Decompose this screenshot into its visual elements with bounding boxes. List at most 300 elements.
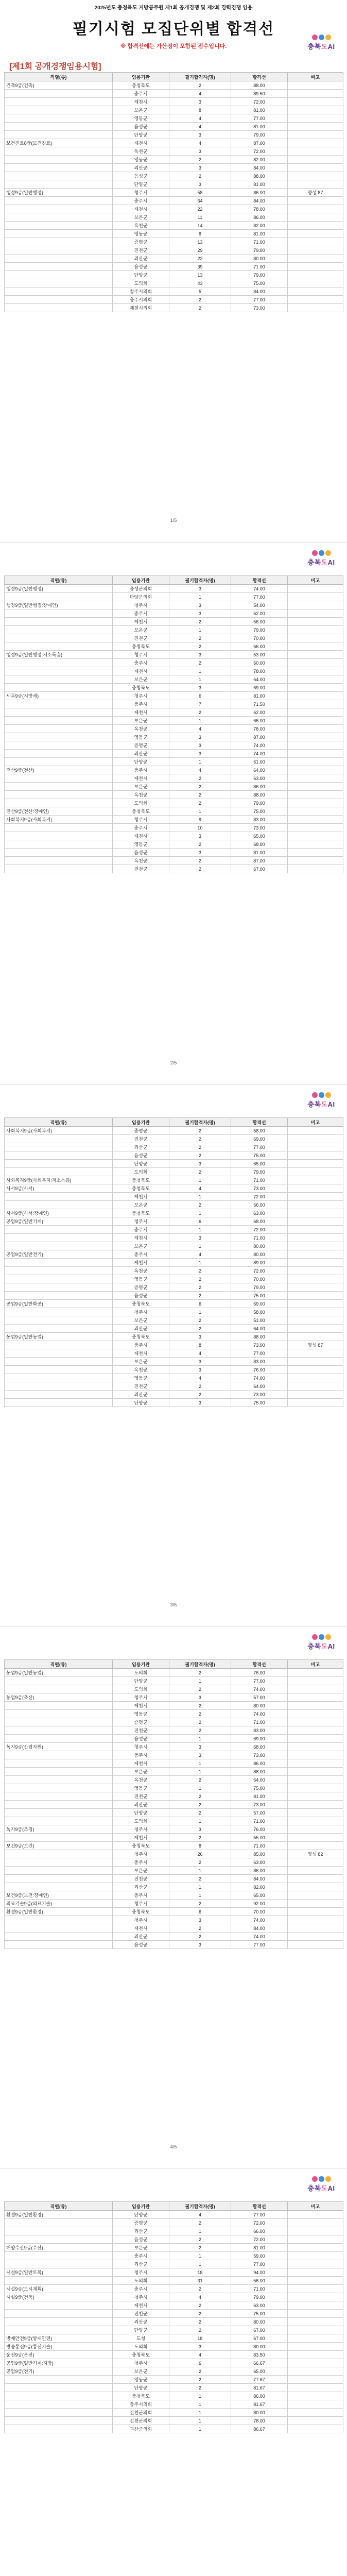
cell-passers: 2 (169, 2367, 231, 2376)
cell-cutoff: 62.00 (231, 708, 288, 717)
cell-agency: 단양군 (113, 1160, 169, 1168)
cell-category (5, 114, 113, 123)
cell-category (5, 1308, 113, 1316)
cell-agency: 충주시 (113, 1226, 169, 1234)
cell-passers: 2 (169, 2244, 231, 2252)
cell-cutoff: 55.00 (231, 1834, 288, 1842)
table-row (5, 131, 343, 139)
table-row (5, 1768, 343, 1776)
cell-remarks (288, 1358, 343, 1366)
cell-passers: 2 (169, 1283, 231, 1292)
cell-agency: 청주시 (113, 1308, 169, 1316)
table-row (5, 1176, 343, 1184)
cell-agency: 옥천군 (113, 222, 169, 230)
cell-agency: 청주시 (113, 692, 169, 700)
table-row (5, 279, 343, 287)
cell-agency: 괴산군의회 (113, 2425, 169, 2433)
table-row (5, 634, 343, 642)
cell-cutoff: 77.00 (231, 2211, 288, 2219)
cell-cutoff: 83.50 (231, 2351, 288, 2359)
table-row (5, 609, 343, 618)
cell-cutoff: 71.00 (231, 1817, 288, 1825)
cell-category: 사회복지9급(사회복지) (5, 1127, 113, 1135)
cell-passers: 3 (169, 1358, 231, 1366)
cell-cutoff: 87.00 (231, 733, 288, 741)
cell-passers: 2 (169, 1900, 231, 1908)
table-row (5, 1941, 343, 1949)
cell-cutoff: 54.00 (231, 601, 288, 609)
cell-category (5, 849, 113, 857)
cell-passers: 2 (169, 791, 231, 799)
cell-passers: 2 (169, 1267, 231, 1275)
table-row (5, 1325, 343, 1333)
table-row (5, 1201, 343, 1209)
table-row (5, 1160, 343, 1168)
cell-passers: 4 (169, 1349, 231, 1358)
results-table-page-5 (4, 2201, 343, 2433)
cell-passers: 2 (169, 1710, 231, 1718)
table-row (5, 2392, 343, 2400)
cell-remarks (288, 2409, 343, 2417)
cell-cutoff: 74.00 (231, 1374, 288, 1382)
table-row (5, 2359, 343, 2367)
cell-category: 사서9급(사서:장애인) (5, 1209, 113, 1217)
results-table-page-1 (4, 72, 343, 312)
cell-category (5, 1160, 113, 1168)
cell-passers: 1 (169, 2417, 231, 2425)
table-row (5, 1817, 343, 1825)
table-header-row (5, 1118, 343, 1127)
cell-passers: 2 (169, 1685, 231, 1693)
cell-cutoff: 58.00 (231, 1127, 288, 1135)
cell-passers: 2 (169, 783, 231, 791)
table-row (5, 1217, 343, 1226)
cell-category: 행정9급(일반행정:장애인) (5, 601, 113, 609)
table-row (5, 164, 343, 172)
cell-passers: 3 (169, 2343, 231, 2351)
cell-passers: 64 (169, 197, 231, 205)
results-table-page-3 (4, 1117, 343, 1407)
cell-cutoff: 77.00 (231, 593, 288, 601)
table-row (5, 2301, 343, 2310)
cell-passers: 1 (169, 667, 231, 675)
cell-category (5, 287, 113, 296)
cell-passers: 2 (169, 2219, 231, 2227)
cell-remarks (288, 601, 343, 609)
cell-cutoff: 72.00 (231, 1226, 288, 1234)
cell-remarks (288, 2268, 343, 2277)
cell-cutoff: 81.00 (231, 180, 288, 189)
cell-cutoff: 83.00 (231, 816, 288, 824)
table-row (5, 1710, 343, 1718)
cell-cutoff: 65.00 (231, 832, 288, 840)
cell-passers: 1 (169, 1226, 231, 1234)
cell-remarks (288, 1883, 343, 1891)
cell-remarks (288, 816, 343, 824)
table-row (5, 2343, 343, 2351)
cell-agency: 충청북도 (113, 1908, 169, 1916)
cell-category (5, 1718, 113, 1726)
cell-agency: 도의회 (113, 799, 169, 807)
cell-agency: 보은군 (113, 675, 169, 684)
table-row (5, 2367, 343, 2376)
cell-agency: 단양군 (113, 2326, 169, 2334)
header-passers: 필기합격자(명) (169, 1118, 231, 1127)
cell-cutoff: 89.50 (231, 90, 288, 98)
cell-passers: 2 (169, 1809, 231, 1817)
table-row (5, 601, 343, 609)
cell-category (5, 1283, 113, 1292)
table-row (5, 1669, 343, 1677)
cell-category (5, 1768, 113, 1776)
cell-category (5, 1366, 113, 1374)
cell-agency: 청주시 (113, 1693, 169, 1702)
cell-category (5, 1226, 113, 1234)
table-row (5, 692, 343, 700)
cell-agency: 제천시 (113, 1349, 169, 1358)
cell-agency: 증평군 (113, 741, 169, 750)
page-5 (0, 2168, 347, 2576)
cell-category (5, 1875, 113, 1883)
table-row (5, 222, 343, 230)
cell-remarks (288, 692, 343, 700)
cell-remarks (288, 296, 343, 304)
cell-cutoff: 71.00 (231, 1842, 288, 1850)
cell-cutoff: 75.00 (231, 1292, 288, 1300)
table-row (5, 741, 343, 750)
header-cutoff: 합격선 (231, 2202, 288, 2211)
cell-agency: 단양군 (113, 2211, 169, 2219)
cell-category (5, 1316, 113, 1325)
table-row (5, 2384, 343, 2392)
cell-remarks (288, 1825, 343, 1834)
cell-remarks (288, 98, 343, 106)
cell-category: 사회복지9급(사회복지) (5, 816, 113, 824)
header-passers: 필기합격자(명) (169, 73, 231, 81)
cell-remarks (288, 1333, 343, 1341)
cell-category (5, 1399, 113, 1407)
table-row (5, 1300, 343, 1308)
logo-emblem-icon (312, 35, 331, 40)
cell-cutoff: 75.00 (231, 1399, 288, 1407)
cell-agency: 충청북도 (113, 1842, 169, 1850)
table-row (5, 816, 343, 824)
cell-cutoff: 71.00 (231, 1234, 288, 1242)
cell-passers: 3 (169, 147, 231, 156)
cell-passers: 2 (169, 1201, 231, 1209)
cell-remarks (288, 279, 343, 287)
table-row (5, 1867, 343, 1875)
cell-category: 공업9급(전기) (5, 2367, 113, 2376)
cell-cutoff: 66.00 (231, 642, 288, 651)
cell-remarks (288, 1160, 343, 1168)
cell-remarks (288, 197, 343, 205)
cell-agency: 청주시 (113, 2268, 169, 2277)
cell-agency: 옥천군 (113, 147, 169, 156)
cell-category (5, 2219, 113, 2227)
cell-agency: 청주시의회 (113, 287, 169, 296)
cell-agency: 괴산군 (113, 750, 169, 758)
cell-remarks (288, 840, 343, 849)
cell-agency: 충주시 (113, 766, 169, 774)
cell-remarks (288, 1151, 343, 1160)
cell-cutoff: 80.00 (231, 2343, 288, 2351)
cell-category (5, 824, 113, 832)
cell-agency: 충청북도 (113, 1333, 169, 1341)
cell-agency: 옥천군 (113, 791, 169, 799)
cell-category (5, 741, 113, 750)
chungbuk-ai-logo (305, 1630, 338, 1655)
cell-agency: 충주시의회 (113, 2400, 169, 2409)
cell-agency: 괴산군 (113, 1391, 169, 1399)
cell-category (5, 213, 113, 222)
cell-passers: 2 (169, 618, 231, 626)
cell-category (5, 205, 113, 213)
table-row (5, 246, 343, 255)
table-row (5, 1743, 343, 1751)
cell-passers: 39 (169, 263, 231, 271)
cell-cutoff: 65.00 (231, 1891, 288, 1900)
cell-agency: 보은군 (113, 1358, 169, 1366)
table-row (5, 1933, 343, 1941)
cell-agency: 증평군 (113, 238, 169, 246)
cell-cutoff: 64.00 (231, 675, 288, 684)
cell-passers: 2 (169, 2326, 231, 2334)
table-row (5, 1875, 343, 1883)
table-row (5, 2409, 343, 2417)
cell-cutoff: 81.00 (231, 106, 288, 114)
cell-category (5, 659, 113, 667)
cell-remarks (288, 849, 343, 857)
logo-wordmark: 충북도AI (307, 43, 335, 50)
cell-category: 공업9급(일반화공) (5, 1300, 113, 1308)
cell-agency: 괴산군 (113, 1325, 169, 1333)
cell-category (5, 1858, 113, 1867)
cell-category (5, 618, 113, 626)
table-row (5, 1374, 343, 1382)
cell-category (5, 1259, 113, 1267)
cell-remarks (288, 1817, 343, 1825)
cell-category (5, 98, 113, 106)
cell-passers: 2 (169, 1875, 231, 1883)
cell-category (5, 1726, 113, 1735)
table-row (5, 123, 343, 131)
cell-category: 보건9급(보건) (5, 1842, 113, 1850)
table-row (5, 1908, 343, 1916)
cell-cutoff: 73.00 (231, 1341, 288, 1349)
cell-category: 행정9급(일반행정) (5, 585, 113, 593)
cell-agency: 증평군 (113, 2219, 169, 2227)
cell-remarks (288, 675, 343, 684)
cell-remarks (288, 1784, 343, 1792)
cell-passers: 22 (169, 255, 231, 263)
table-row (5, 180, 343, 189)
table-row (5, 2227, 343, 2235)
cell-passers: 6 (169, 1300, 231, 1308)
cell-remarks (288, 2310, 343, 2318)
cell-agency: 제천시 (113, 2301, 169, 2310)
cell-agency: 괴산군 (113, 2260, 169, 2268)
cell-passers: 4 (169, 123, 231, 131)
table-row (5, 2425, 343, 2433)
cell-remarks (288, 1391, 343, 1399)
page-number: 1/5 (170, 518, 177, 523)
cell-remarks (288, 684, 343, 692)
header-remarks: 비고 (288, 1660, 343, 1669)
bonus-points-note: ※ 합격선에는 가산점이 포함된 점수입니다. (120, 43, 227, 49)
cell-passers: 3 (169, 1941, 231, 1949)
chungbuk-ai-logo (305, 546, 338, 571)
cell-remarks (288, 2235, 343, 2244)
cell-remarks (288, 1809, 343, 1817)
cell-category (5, 1784, 113, 1792)
cell-agency: 보은군 (113, 1867, 169, 1875)
cell-agency: 보은군 (113, 213, 169, 222)
cell-remarks (288, 304, 343, 312)
cell-category (5, 1391, 113, 1399)
cell-category (5, 106, 113, 114)
table-row (5, 2400, 343, 2409)
cell-agency: 괴산군 (113, 1933, 169, 1941)
cell-cutoff: 74.00 (231, 1685, 288, 1693)
cell-passers: 1 (169, 758, 231, 766)
cell-agency: 청주시 (113, 2359, 169, 2367)
cell-agency: 청주시 (113, 1900, 169, 1908)
cell-remarks (288, 766, 343, 774)
header-agency: 임용기관 (113, 1660, 169, 1669)
cell-agency: 충청북도 (113, 2392, 169, 2400)
table-row (5, 1366, 343, 1374)
cell-category (5, 2384, 113, 2392)
cell-remarks (288, 1382, 343, 1391)
table-header-row (5, 73, 343, 81)
cell-passers: 3 (169, 1160, 231, 1168)
cell-passers: 3 (169, 684, 231, 692)
cell-agency: 보은군 (113, 1242, 169, 1250)
cell-category (5, 1817, 113, 1825)
cell-category (5, 1349, 113, 1358)
cell-cutoff: 59.00 (231, 2252, 288, 2260)
cell-category: 공업9급(일반기계) (5, 1217, 113, 1226)
cell-category (5, 708, 113, 717)
cell-category (5, 304, 113, 312)
cell-category (5, 1267, 113, 1275)
cell-passers: 43 (169, 279, 231, 287)
cell-cutoff: 88.00 (231, 81, 288, 90)
table-row (5, 684, 343, 692)
header-passers: 필기합격자(명) (169, 2202, 231, 2211)
cell-passers: 2 (169, 1776, 231, 1784)
page-4 (0, 1626, 347, 2167)
cell-agency: 보은군 (113, 626, 169, 634)
cell-cutoff: 84.00 (231, 197, 288, 205)
cell-remarks (288, 2384, 343, 2392)
cell-agency: 청주시 (113, 1217, 169, 1226)
cell-category (5, 642, 113, 651)
logo-wordmark: 충북도AI (307, 1642, 335, 1650)
cell-category (5, 774, 113, 783)
logo-wordmark: 충북도AI (307, 1100, 335, 1108)
header-category: 직렬(류) (5, 73, 113, 81)
cell-category (5, 2425, 113, 2433)
cell-category (5, 123, 113, 131)
table-row (5, 1792, 343, 1801)
cell-passers: 2 (169, 1275, 231, 1283)
cell-category (5, 263, 113, 271)
cell-agency: 충청북도 (113, 1300, 169, 1308)
cell-cutoff: 84.00 (231, 1924, 288, 1933)
cell-cutoff: 81.00 (231, 123, 288, 131)
cell-remarks (288, 2400, 343, 2409)
cell-agency: 도의회 (113, 2343, 169, 2351)
table-row (5, 90, 343, 98)
cell-category (5, 2392, 113, 2400)
table-row (5, 799, 343, 807)
cell-cutoff: 73.00 (231, 1184, 288, 1193)
table-header-row (5, 2202, 343, 2211)
cell-passers: 2 (169, 2318, 231, 2326)
cell-category (5, 1292, 113, 1300)
table-row (5, 2235, 343, 2244)
cell-agency: 보은군 (113, 106, 169, 114)
cell-remarks (288, 2244, 343, 2252)
cell-remarks (288, 287, 343, 296)
cell-remarks (288, 1259, 343, 1267)
cell-remarks (288, 1924, 343, 1933)
cell-remarks (288, 2211, 343, 2219)
cell-agency: 충주시 (113, 197, 169, 205)
table-row (5, 659, 343, 667)
table-row (5, 2376, 343, 2384)
table-row (5, 593, 343, 601)
table-row (5, 585, 343, 593)
cell-category (5, 783, 113, 791)
cell-cutoff: 85.00 (231, 1850, 288, 1858)
table-row (5, 1333, 343, 1341)
cell-remarks (288, 172, 343, 180)
cell-cutoff: 71.00 (231, 2285, 288, 2293)
cell-passers: 3 (169, 1916, 231, 1924)
cell-category (5, 296, 113, 304)
cell-passers: 4 (169, 1374, 231, 1382)
cell-agency: 영동군 (113, 2376, 169, 2384)
cell-cutoff: 73.00 (231, 1391, 288, 1399)
cell-category: 해양수산9급(수산) (5, 2244, 113, 2252)
cell-agency: 단양군 (113, 1809, 169, 1817)
cell-category (5, 1883, 113, 1891)
table-row (5, 1184, 343, 1193)
cell-cutoff: 66.00 (231, 717, 288, 725)
header-category: 직렬(류) (5, 2202, 113, 2211)
cell-cutoff: 56.00 (231, 618, 288, 626)
cell-passers: 2 (169, 2301, 231, 2310)
cell-category (5, 2227, 113, 2235)
cell-passers: 3 (169, 98, 231, 106)
table-row (5, 1751, 343, 1759)
page-1 (0, 0, 347, 541)
document-header (0, 0, 347, 50)
cell-agency: 충주시 (113, 609, 169, 618)
cell-cutoff: 86.00 (231, 2392, 288, 2400)
table-row (5, 1250, 343, 1259)
cell-remarks (288, 2252, 343, 2260)
table-row (5, 1685, 343, 1693)
cell-remarks (288, 1867, 343, 1875)
cell-category (5, 791, 113, 799)
cell-remarks: 양성 82 (288, 1850, 343, 1858)
cell-remarks (288, 2351, 343, 2359)
cell-category (5, 758, 113, 766)
